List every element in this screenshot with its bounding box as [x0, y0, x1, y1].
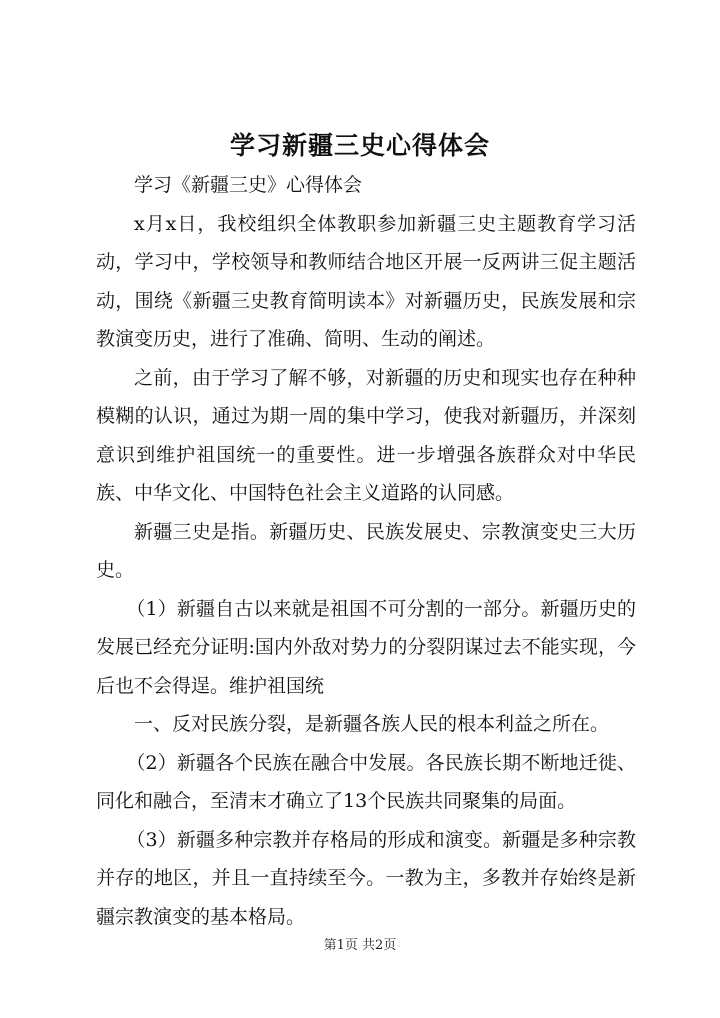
paragraph-point-3: （3）新疆多种宗教并存格局的形成和演变。新疆是多种宗教并存的地区，并且一直持续至今。一教为主，多教并存始终是新疆宗教演变的基本格局。	[96, 828, 636, 928]
paragraph-point-1: （1）新疆自古以来就是祖国不可分割的一部分。新疆历史的发展已经充分证明:国内外敌对势力的分裂阴谋过去不能实现，今后也不会得逞。维护祖国统	[96, 597, 636, 697]
paragraph-point-2: （2）新疆各个民族在融合中发展。各民族长期不断地迁徙、同化和融合，至清末才确立了13个民族共同聚集的局面。	[96, 751, 636, 812]
page-number-footer: 第1页 共2页	[323, 938, 397, 953]
paragraph-point-1-continued: 一、反对民族分裂，是新疆各族人民的根本利益之所在。	[134, 713, 610, 735]
document-body	[96, 166, 636, 936]
page-title: 学习新疆三史心得体会	[229, 131, 490, 160]
paragraph-before: 之前，由于学习了解不够，对新疆的历史和现实也存在种种模糊的认识，通过为期一周的集中学习，使我对新疆历，并深刻意识到维护祖国统一的重要性。进一步增强各族群众对中华民族、中华文化、中国特色社会主义道路的认同感。	[96, 366, 636, 504]
paragraph-intro: x月x日，我校组织全体教职参加新疆三史主题教育学习活动，学习中，学校领导和教师结合地区开展一反两讲三促主题活动，围绕《新疆三史教育简明读本》对新疆历史，民族发展和宗教演变历史，进行了准确、简明、生动的阐述。	[96, 212, 636, 350]
document-subtitle: 学习《新疆三史》心得体会	[134, 174, 363, 196]
paragraph-definition: 新疆三史是指。新疆历史、民族发展史、宗教演变史三大历史。	[96, 520, 636, 581]
